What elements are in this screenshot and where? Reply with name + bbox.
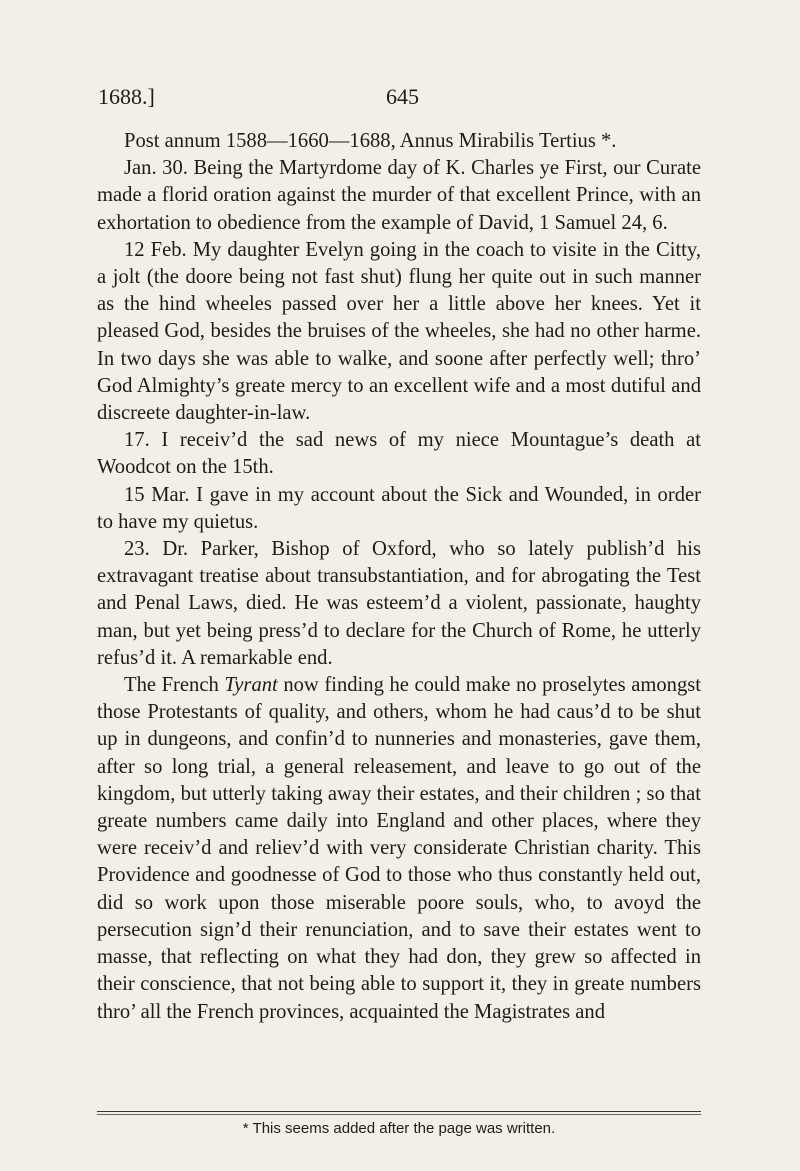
footnote: * This seems added after the page was written. xyxy=(242,1120,556,1137)
paragraph-15-mar: 15 Mar. I gave in my account about the Sick and Wounded, in order to have my quietus. xyxy=(97,483,701,533)
italic-word: Tyrant xyxy=(224,674,278,697)
footnote-divider xyxy=(97,1111,701,1112)
paragraph-23: 23. Dr. Parker, Bishop of Oxford, who so lately publish’d his extravagant treatise about transubstantiation, and for abrogating the Test and Penal Laws, died. He was esteem’d a violent, passionate, haughty man, but yet being press’d to declare for the Church of Rome, he utterly refus’d it. A remarkable end. xyxy=(97,538,701,669)
main-text xyxy=(97,128,701,1026)
paragraph-text-start: The French xyxy=(124,674,225,697)
paragraph-12-feb: 12 Feb. My daughter Evelyn going in the coach to visite in the Citty, a jolt (the doore being not fast shut) flung her quite out in such manner as the hind wheeles passed over her a little above her knees. Yet it pleased God, besides the bruises of the wheeles, she had no other harme. In two days she was able to walke, and soone after perfectly well; thro’ God Almighty’s greate mercy to an excellent wife and a most dutiful and discreete daughter-in-law. xyxy=(97,238,701,425)
paragraph-text-rest: now finding he could make no proselytes amongst those Protestants of quality, and others, whom he had caus’d to be shut up in dungeons, and confin’d to nunneries and monasteries, gave them, after so long trial, a general releasement, and leave to go out of the kingdom, but utterly taking away their estates, and their children ; so that greate numbers came daily into England and other places, where they were receiv’d and reliev’d with very considerate Christian charity. This Providence and goodnesse of God to those who thus constantly held out, did so work upon those miserable poore souls, who, to avoyd the persecution sign’d their renunciation, and to save their estates went to masse, that reflecting on what they had don, they grew so affected in their conscience, that not being able to support it, they in greate numbers thro’ all the French provinces, acquainted the Magistrates and xyxy=(97,674,701,1023)
header-year: 1688.] xyxy=(98,84,155,109)
paragraph-17: 17. I receiv’d the sad news of my niece Mountague’s death at Woodcot on the 15th. xyxy=(97,429,701,479)
paragraph-heading-line: Post annum 1588—1660—1688, Annus Mirabilis Tertius *. xyxy=(124,130,617,152)
page-number: 645 xyxy=(386,84,419,109)
running-header xyxy=(98,84,702,114)
footnote-divider-thin xyxy=(97,1114,701,1115)
paragraph-french-tyrant xyxy=(97,672,701,1026)
paragraph-jan-30: Jan. 30. Being the Martyrdome day of K. Charles ye First, our Curate made a florid oration against the murder of that excellent Prince, with an exhortation to obedience from the example of David, 1 Samuel 24, 6. xyxy=(97,157,701,234)
